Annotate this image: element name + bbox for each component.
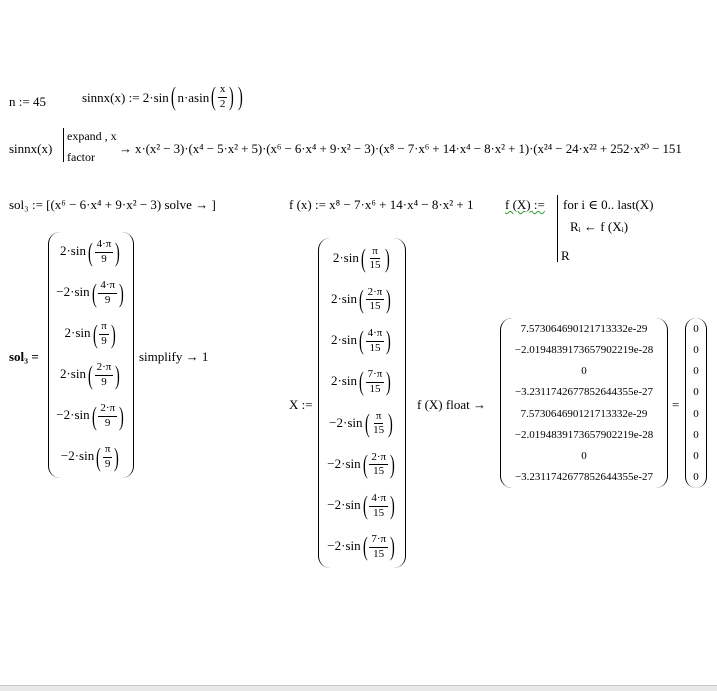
- sinnx-lhs: sinnx(x) := 2·sin: [82, 89, 169, 105]
- fX-definition[interactable]: f (X) :=: [505, 197, 545, 212]
- X-entry: 2·sin ( $\frac{4\cdot\pi}{15}$ ): [331, 328, 393, 354]
- zero-value: 0: [693, 471, 699, 484]
- X-entry: 2·sin ( $\frac{2\cdot\pi}{15}$ ): [331, 287, 393, 313]
- zero-value: 0: [693, 428, 699, 441]
- float-value: 7.573064690121713332e-29: [520, 407, 648, 420]
- X-entry: −2·sin ( $\frac{4\cdot\pi}{15}$ ): [327, 493, 396, 519]
- float-value: 0: [581, 365, 587, 378]
- sinnx-definition[interactable]: [82, 84, 245, 110]
- keyword-factor: factor: [67, 150, 95, 164]
- zero-value: 0: [693, 450, 699, 463]
- zero-vector: [685, 318, 707, 488]
- sol3-entry: −2·sin ( $\frac{\pi}{9}$ ): [61, 444, 121, 470]
- keyword-expand: expand , x: [67, 129, 117, 143]
- X-entry: −2·sin ( $\frac{\pi}{15}$ ): [329, 411, 395, 437]
- zero-value: 0: [693, 343, 699, 356]
- program-return: R: [561, 248, 570, 263]
- keyword-bracket: [63, 128, 64, 162]
- n-asin: ( n·asin: [177, 89, 210, 105]
- sol3-entry: 2·sin ( $\frac{\pi}{9}$ ): [65, 321, 118, 347]
- X-vector: [318, 238, 406, 568]
- X-entry: −2·sin ( $\frac{7\cdot\pi}{15}$ ): [327, 534, 396, 560]
- factor-result: → x·(x² − 3)·(x⁴ − 5·x² + 5)·(x⁶ − 6·x⁴ + 9·x² − 3)·(x⁸ − 7·x⁶ + 14·x⁴ − 8·x² + 1)·(x²⁴ − 24·x²² + 252·x²⁰ − 151: [119, 141, 682, 156]
- program-for: for i ∈ 0.. last(X): [563, 197, 654, 212]
- sol3-entry: 2·sin ( $\frac{4\cdot\pi}{9}$ ): [60, 239, 122, 265]
- float-value: −2.0194839173657902219e-28: [514, 343, 654, 356]
- sol3-entry: 2·sin ( $\frac{2\cdot\pi}{9}$ ): [60, 362, 122, 388]
- n-definition[interactable]: n := 45: [9, 94, 46, 109]
- program-bracket: [557, 195, 558, 262]
- zero-value: 0: [693, 365, 699, 378]
- sol3-label: sol₃ =: [9, 349, 39, 364]
- X-entry: 2·sin ( $\frac{7\cdot\pi}{15}$ ): [331, 369, 393, 395]
- zero-value: 0: [693, 322, 699, 335]
- float-result-vector: [500, 318, 668, 488]
- horizontal-scrollbar[interactable]: [0, 685, 717, 691]
- sinnx-call[interactable]: sinnx(x): [9, 141, 53, 156]
- x-over-2: ( $\frac{x}{2}$: [219, 83, 226, 110]
- sol3-vector: [48, 232, 134, 478]
- sinnx-arg: [169, 84, 245, 110]
- sol3-entry: −2·sin ( $\frac{4\cdot\pi}{9}$ ): [56, 280, 125, 306]
- X-entry: 2·sin ( $\frac{\pi}{15}$ ): [333, 246, 391, 272]
- zero-value: 0: [693, 407, 699, 420]
- float-operator[interactable]: f (X) float →: [417, 397, 486, 412]
- float-value: −3.2311742677852644355e-27: [514, 471, 654, 484]
- float-value: −3.2311742677852644355e-27: [514, 386, 654, 399]
- float-value: 0: [581, 450, 587, 463]
- sol3-assignment[interactable]: sol₃ := [(x⁶ − 6·x⁴ + 9·x² − 3) solve → ]: [9, 197, 216, 212]
- float-value: −2.0194839173657902219e-28: [514, 428, 654, 441]
- program-assign: Rᵢ ← f (Xᵢ): [570, 219, 629, 234]
- equals-sign: =: [672, 397, 680, 412]
- float-value: 7.573064690121713332e-29: [520, 322, 648, 335]
- f-definition[interactable]: f (x) := x⁸ − 7·x⁶ + 14·x⁴ − 8·x² + 1: [289, 197, 474, 212]
- zero-value: 0: [693, 386, 699, 399]
- X-entry: −2·sin ( $\frac{2\cdot\pi}{15}$ ): [327, 452, 396, 478]
- X-label[interactable]: X :=: [289, 397, 313, 412]
- sol3-entry: −2·sin ( $\frac{2\cdot\pi}{9}$ ): [56, 403, 125, 429]
- simplify-result[interactable]: simplify → 1: [139, 349, 209, 364]
